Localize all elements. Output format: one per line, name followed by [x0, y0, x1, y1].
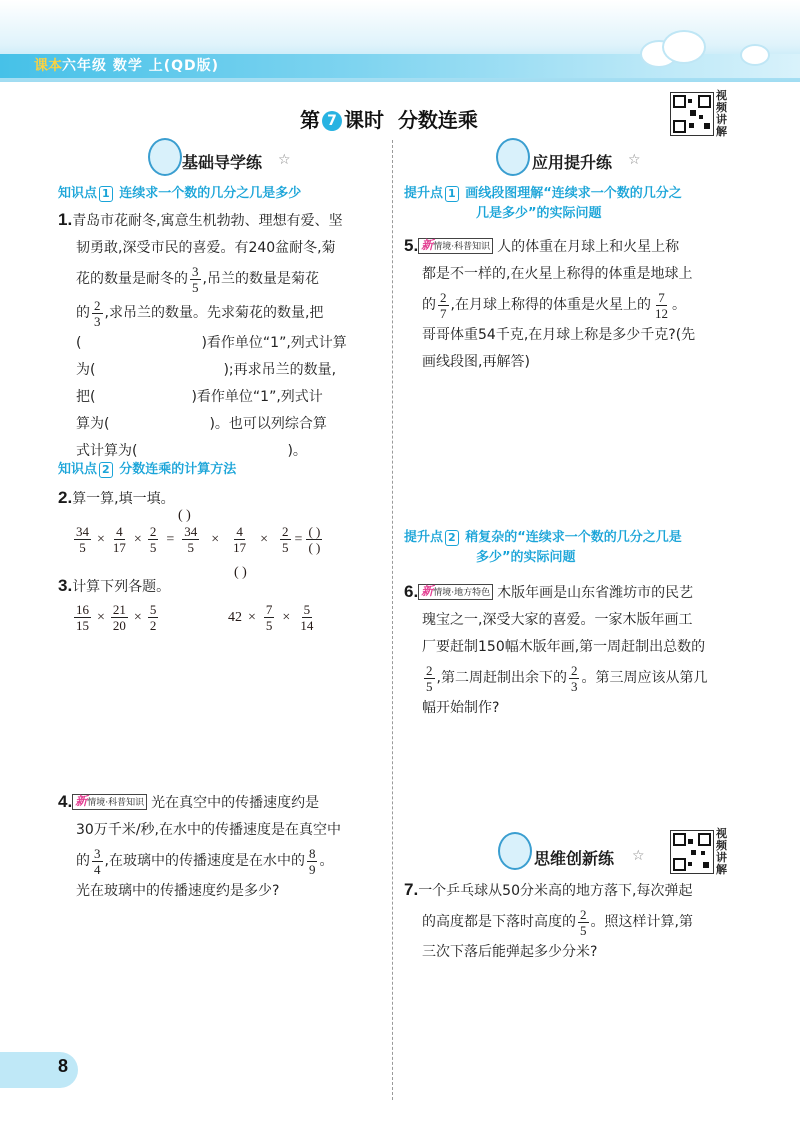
- question-2: [58, 484, 175, 513]
- mascot-icon: [148, 138, 182, 176]
- tp-label: 提升点: [404, 186, 444, 201]
- numerator: 2: [426, 662, 433, 678]
- denominator: 5: [426, 678, 433, 694]
- fraction: [307, 846, 318, 877]
- question-number: 6.: [404, 582, 419, 601]
- tp-text: 画线段图理解“连续求一个数的几分之: [465, 186, 682, 201]
- question-number: 7.: [404, 880, 419, 899]
- fraction: [74, 602, 91, 633]
- question-number: 1.: [58, 210, 73, 229]
- text-line: 的高度都是下落时高度的: [422, 914, 576, 930]
- qr-label: 视频讲解: [716, 827, 727, 876]
- lesson-number: 7: [322, 111, 342, 131]
- star-icon: ☆: [632, 848, 645, 864]
- denominator: 14: [300, 618, 314, 633]
- fraction: [111, 602, 128, 633]
- text-line: );再求吊兰的数量,: [223, 362, 337, 378]
- fraction: [92, 298, 103, 329]
- text-line: )看作单位“1”,列式计: [191, 389, 323, 405]
- numerator: 7: [265, 602, 273, 617]
- kp-number: 1: [99, 186, 113, 202]
- text-line: 30万千米/秒,在水中的传播速度是在真空中: [76, 822, 341, 838]
- equals-sign: =: [166, 531, 175, 547]
- denominator: 7: [440, 305, 447, 321]
- text-line: 。: [671, 297, 686, 313]
- q2-bottom-blank[interactable]: ( ): [234, 565, 247, 580]
- blank-open: (: [76, 335, 82, 351]
- text-line: 瑰宝之一,深受大家的喜爱。一家木版年画工: [422, 612, 693, 628]
- mascot-icon: [498, 832, 532, 870]
- knowledge-point-1: [58, 184, 301, 204]
- numerator: 5: [149, 602, 157, 617]
- text-line: 。照这样计算,第: [590, 914, 693, 930]
- numerator: 8: [308, 845, 316, 861]
- star-icon: ☆: [628, 152, 641, 168]
- numerator: 2: [580, 906, 587, 922]
- text-line: 光在真空中的传播速度约是: [151, 795, 320, 811]
- denominator: 15: [76, 618, 89, 633]
- times-sign: ×: [248, 609, 256, 625]
- text-line: 。第三周应该从第几: [581, 670, 708, 686]
- denominator-blank[interactable]: ( ): [308, 540, 321, 555]
- text-line: 花的数量是耐冬的: [76, 271, 188, 287]
- text-line: 韧勇敢,深受市民的喜爱。有240盆耐冬,菊: [76, 240, 336, 256]
- cloud-icon: [662, 30, 706, 64]
- text-line: 都是不一样的,在火星上称得的体重是地球上: [422, 266, 693, 282]
- text-line: 厂要赶制150幅木版年画,第一周赶制出总数的: [422, 639, 706, 655]
- text-line: 。: [319, 853, 334, 869]
- q2-expression: [72, 524, 324, 555]
- context-tag: [418, 238, 493, 254]
- denominator: 5: [187, 540, 194, 555]
- context-tag: [72, 794, 147, 810]
- new-tag-icon: 新: [421, 584, 434, 598]
- answer-fraction[interactable]: [306, 524, 322, 555]
- text-line: ,在玻璃中的传播速度是在水中的: [104, 853, 305, 869]
- denominator: 20: [112, 618, 126, 633]
- lesson-suffix: 课时: [344, 108, 384, 132]
- question-number: 3.: [58, 576, 73, 595]
- fraction: [264, 602, 275, 633]
- fraction: [148, 524, 159, 555]
- tag-text: 情境·地方特色: [433, 588, 491, 598]
- numerator: 4: [116, 524, 123, 539]
- numerator: 3: [94, 845, 101, 861]
- question-number: 2.: [58, 488, 73, 507]
- numerator: 2: [149, 524, 157, 539]
- denominator: 5: [192, 279, 199, 295]
- question-number: 5.: [404, 236, 419, 255]
- fraction: [92, 846, 103, 877]
- text-line: 的: [76, 853, 90, 869]
- numerator: 2: [570, 662, 578, 678]
- text-line: 的: [76, 305, 90, 321]
- numerator: 16: [76, 602, 89, 617]
- tp-text: 多少”的实际问题: [476, 550, 576, 565]
- text-line: ,求吊兰的数量。先求菊花的数量,把: [104, 305, 324, 321]
- question-5: [404, 232, 744, 376]
- numerator: 34: [184, 524, 198, 539]
- fraction: [280, 524, 291, 555]
- numerator: 3: [192, 263, 199, 279]
- lesson-name: 分数连乘: [397, 108, 478, 132]
- kp-text: 连续求一个数的几分之几是多少: [119, 186, 302, 201]
- denominator: 17: [233, 540, 247, 555]
- text-line: )。也可以列综合算: [209, 416, 327, 432]
- times-sign: ×: [97, 609, 105, 625]
- tp-label: 提升点: [404, 530, 444, 545]
- kp-text: 分数连乘的计算方法: [119, 462, 237, 477]
- numerator: 2: [94, 297, 101, 313]
- numerator: 2: [440, 289, 447, 305]
- blank-open: 把(: [76, 389, 96, 405]
- equals-sign: =: [294, 531, 303, 547]
- denominator: 12: [654, 305, 668, 321]
- new-tag-icon: 新: [75, 794, 88, 808]
- times-sign: ×: [133, 531, 142, 547]
- fraction: [298, 602, 315, 633]
- denominator: 4: [94, 861, 101, 877]
- times-sign: ×: [133, 609, 142, 625]
- text-line: 人的体重在月球上和火星上称: [497, 239, 680, 255]
- numerator: 7: [658, 289, 665, 305]
- denominator: 3: [94, 313, 101, 329]
- knowledge-point-2: [58, 460, 236, 480]
- column-divider: [392, 140, 393, 1100]
- denominator: 5: [265, 618, 273, 633]
- denominator: 5: [149, 540, 157, 555]
- blank-open: 为(: [76, 362, 96, 378]
- integer: 42: [228, 609, 242, 625]
- tp-number: 2: [445, 530, 459, 546]
- text-line: 幅开始制作?: [422, 700, 500, 716]
- numerator: 21: [112, 602, 126, 617]
- kp-label: 知识点: [58, 462, 98, 477]
- section-title-innovate: 思维创新练: [534, 849, 615, 868]
- text-line: ,第二周赶制出余下的: [436, 670, 567, 686]
- denominator: 3: [570, 678, 578, 694]
- mascot-icon: [496, 138, 530, 176]
- question-4: [58, 788, 380, 905]
- question-number: 4.: [58, 792, 73, 811]
- text-line: 画线段图,再解答): [422, 354, 530, 370]
- improvement-point-1: [404, 184, 744, 224]
- tp-text: 稍复杂的“连续求一个数的几分之几是: [465, 530, 682, 545]
- q3-expression-2: [228, 602, 317, 633]
- fraction: [569, 663, 580, 694]
- question-1: [58, 206, 380, 465]
- text-line: 哥哥体重54千克,在月球上称是多少千克?(先: [422, 327, 696, 343]
- question-text: 算一算,填一填。: [72, 491, 175, 507]
- fraction: [438, 290, 449, 321]
- fraction: [424, 663, 435, 694]
- q2-top-blank[interactable]: ( ): [178, 508, 191, 523]
- numerator: 5: [303, 602, 311, 617]
- fraction: [111, 524, 128, 555]
- text-line: ,在月球上称得的体重是火星上的: [450, 297, 651, 313]
- blank-open: 式计算为(: [76, 443, 138, 459]
- series-logo: 课本: [34, 58, 62, 74]
- q3-expression-1: [72, 602, 160, 633]
- cloud-icon: [740, 44, 770, 66]
- text-line: 三次下落后能弹起多少分米?: [422, 944, 598, 960]
- fraction: [74, 524, 91, 555]
- tag-text: 情境·科普知识: [433, 242, 491, 252]
- section-title-basic: 基础导学练: [182, 153, 263, 172]
- section-title-apply: 应用提升练: [532, 153, 613, 172]
- times-sign: ×: [211, 531, 220, 547]
- text-line: )看作单位“1”,列式计算: [201, 335, 347, 351]
- qr-label: 视频讲解: [716, 89, 727, 138]
- times-sign: ×: [97, 531, 105, 547]
- tp-number: 1: [445, 186, 459, 202]
- fraction: [190, 264, 201, 295]
- star-icon: ☆: [278, 152, 291, 168]
- blank-open: 算为(: [76, 416, 110, 432]
- tag-text: 情境·科普知识: [87, 798, 145, 808]
- kp-number: 2: [99, 462, 113, 478]
- denominator: 2: [149, 618, 157, 633]
- denominator: 5: [282, 540, 289, 555]
- context-tag: [418, 584, 493, 600]
- fraction: [231, 524, 248, 555]
- text-line: 青岛市花耐冬,寓意生机勃勃、理想有爱、坚: [72, 213, 343, 229]
- series-title: 六年级 数学 上(QD版): [62, 58, 220, 74]
- page-number: 8: [58, 1056, 69, 1076]
- fraction: [653, 290, 670, 321]
- kp-label: 知识点: [58, 186, 98, 201]
- denominator: 5: [580, 922, 587, 938]
- text-line: 的: [422, 297, 436, 313]
- numerator: 2: [282, 524, 289, 539]
- denominator: 9: [308, 861, 316, 877]
- numerator: 4: [236, 524, 243, 539]
- improvement-point-2: [404, 528, 744, 568]
- qr-code-icon[interactable]: [670, 830, 714, 874]
- question-3: [58, 572, 170, 601]
- fraction: [148, 602, 159, 633]
- lesson-title: [300, 104, 478, 133]
- text-line: ,吊兰的数量是菊花: [202, 271, 319, 287]
- question-text: 计算下列各题。: [72, 579, 171, 595]
- fraction: [182, 524, 199, 555]
- lesson-prefix: 第: [300, 108, 320, 132]
- question-6: [404, 578, 744, 722]
- question-7: [404, 876, 744, 966]
- text-line: 木版年画是山东省潍坊市的民艺: [497, 585, 694, 601]
- tp-text: 几是多少”的实际问题: [476, 206, 602, 221]
- text-line: )。: [287, 443, 307, 459]
- qr-code-icon[interactable]: [670, 92, 714, 136]
- fraction: [578, 907, 589, 938]
- times-sign: ×: [260, 531, 269, 547]
- numerator-blank[interactable]: ( ): [308, 524, 321, 539]
- text-line: 一个乒乓球从50分米高的地方落下,每次弹起: [418, 883, 693, 899]
- new-tag-icon: 新: [421, 238, 434, 252]
- numerator: 34: [76, 524, 89, 539]
- denominator: 17: [112, 540, 126, 555]
- denominator: 5: [79, 540, 86, 555]
- text-line: 光在玻璃中的传播速度约是多少?: [76, 883, 280, 899]
- times-sign: ×: [282, 609, 291, 625]
